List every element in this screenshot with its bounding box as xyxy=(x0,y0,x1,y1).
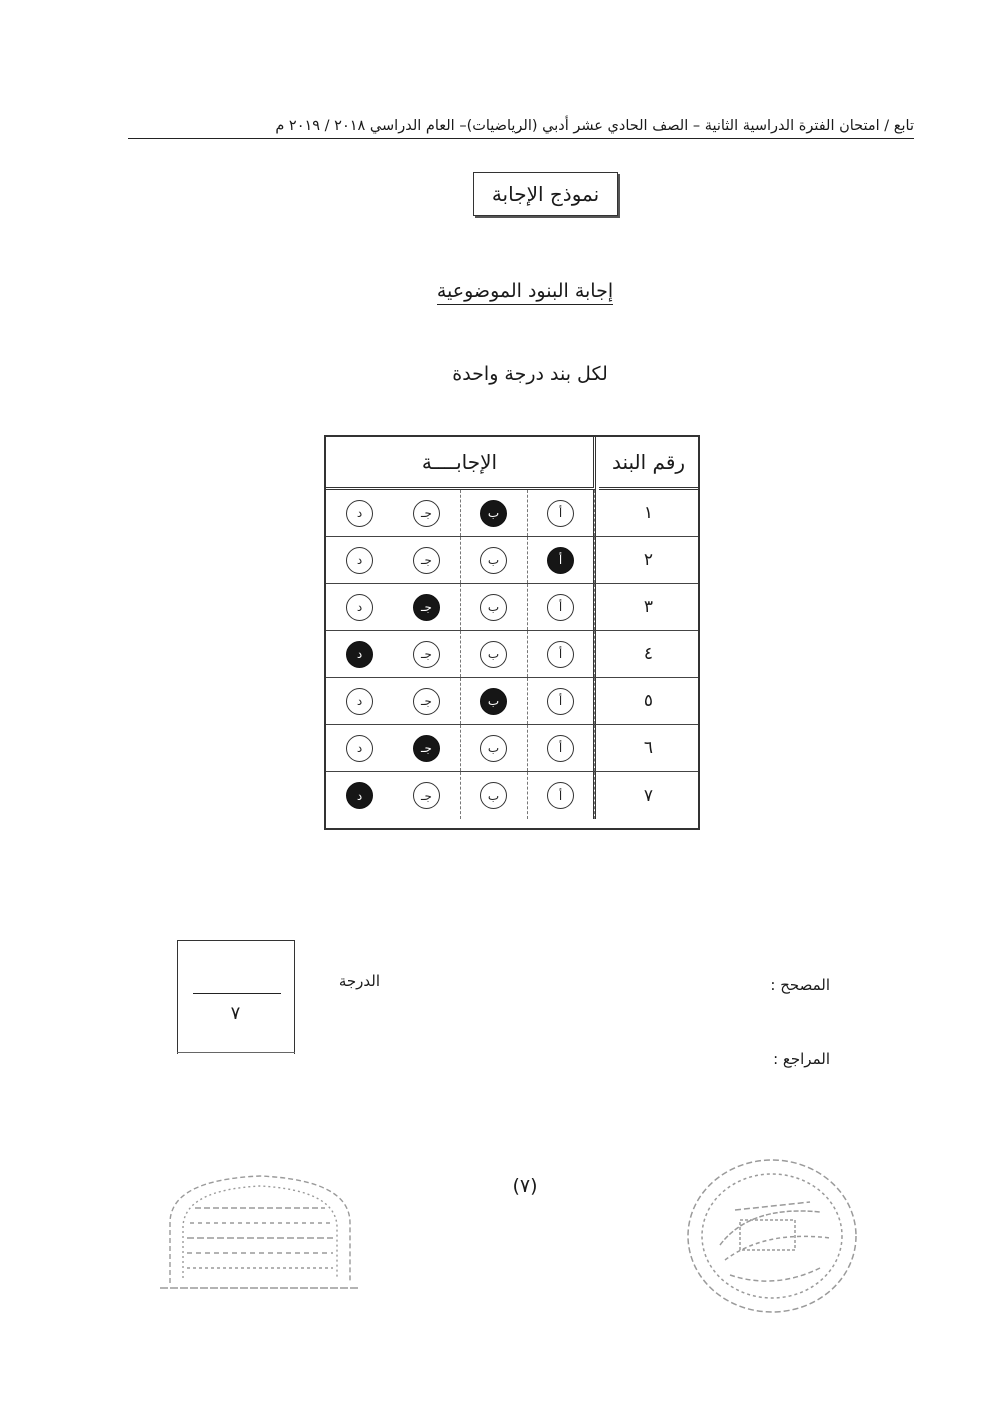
item-number: ٧ xyxy=(643,785,654,806)
choice-cell xyxy=(527,631,595,677)
choice-cell xyxy=(393,490,461,536)
choice-cell xyxy=(326,631,393,677)
choice-cell xyxy=(393,537,461,583)
choice-bubble: أ xyxy=(547,594,574,621)
item-number: ٦ xyxy=(643,738,654,758)
answer-row xyxy=(326,678,698,725)
grade-label: الدرجة xyxy=(338,972,380,990)
grade-total: ٧ xyxy=(230,1003,241,1024)
answer-row xyxy=(326,490,698,537)
choice-bubble: جـ xyxy=(413,782,440,809)
choice-cell xyxy=(326,678,393,724)
answer-row xyxy=(326,631,698,678)
grade-box-bottom xyxy=(177,1052,295,1053)
choice-bubble: ب xyxy=(480,735,507,762)
choice-group xyxy=(326,584,596,630)
choice-cell xyxy=(393,631,461,677)
choice-cell xyxy=(527,678,595,724)
right-stamp xyxy=(680,1150,865,1320)
answer-table xyxy=(324,435,700,830)
choice-bubble: د xyxy=(346,500,373,527)
item-number: ٣ xyxy=(643,597,654,617)
choice-cell xyxy=(326,584,393,630)
choice-bubble: ب xyxy=(480,547,507,574)
item-number: ٤ xyxy=(643,644,654,664)
answer-row xyxy=(326,725,698,772)
choice-bubble: جـ xyxy=(413,641,440,668)
choice-bubble-selected: د xyxy=(346,782,373,809)
item-number: ٢ xyxy=(643,550,654,570)
choice-group xyxy=(326,772,596,819)
header-answer: الإجابــــة xyxy=(326,437,596,490)
choice-group xyxy=(326,678,596,724)
answer-model-title: نموذج الإجابة xyxy=(473,172,618,216)
choice-group xyxy=(326,537,596,583)
choice-cell xyxy=(460,725,528,771)
choice-cell xyxy=(393,584,461,630)
choice-cell xyxy=(326,725,393,771)
choice-cell xyxy=(460,490,528,536)
choice-group xyxy=(326,631,596,677)
choice-bubble: جـ xyxy=(413,500,440,527)
grade-box xyxy=(177,940,295,1054)
corrector-label: المصحح : xyxy=(770,976,830,994)
choice-bubble-selected: أ xyxy=(547,547,574,574)
exam-header: تابع / امتحان الفترة الدراسية الثانية – الصف الحادي عشر أدبي (الرياضيات)– العام الدراسي ٢٠١٨ / ٢٠١٩ م xyxy=(128,118,914,139)
choice-bubble: د xyxy=(346,594,373,621)
choice-cell xyxy=(326,537,393,583)
choice-bubble: جـ xyxy=(413,688,440,715)
choice-bubble: أ xyxy=(547,641,574,668)
choice-cell xyxy=(527,537,595,583)
choice-cell xyxy=(393,678,461,724)
choice-bubble: ب xyxy=(480,594,507,621)
choice-cell xyxy=(460,678,528,724)
choice-bubble: د xyxy=(346,547,373,574)
choice-bubble: جـ xyxy=(413,547,440,574)
choice-cell xyxy=(460,631,528,677)
choice-bubble-selected: ب xyxy=(480,688,507,715)
choice-bubble: ب xyxy=(480,782,507,809)
section-title-text: إجابة البنود الموضوعية xyxy=(437,280,613,305)
choice-cell xyxy=(527,490,595,536)
header-item-number: رقم البند xyxy=(599,437,698,490)
score-note: لكل بند درجة واحدة xyxy=(452,363,608,385)
choice-cell xyxy=(460,584,528,630)
item-number: ١ xyxy=(643,503,654,523)
choice-bubble: أ xyxy=(547,500,574,527)
choice-bubble-selected: جـ xyxy=(413,594,440,621)
choice-bubble: ب xyxy=(480,641,507,668)
choice-cell xyxy=(326,772,393,819)
page-number: (٧) xyxy=(512,1175,538,1197)
choice-cell xyxy=(393,725,461,771)
choice-bubble: أ xyxy=(547,782,574,809)
grade-fraction-line xyxy=(193,993,281,994)
choice-cell xyxy=(527,772,595,819)
choice-bubble: أ xyxy=(547,688,574,715)
answer-row xyxy=(326,537,698,584)
choice-group xyxy=(326,725,596,771)
choice-group xyxy=(326,490,596,536)
answer-row xyxy=(326,584,698,631)
reviewer-label: المراجع : xyxy=(773,1050,830,1068)
choice-bubble: أ xyxy=(547,735,574,762)
choice-cell xyxy=(527,584,595,630)
choice-bubble: د xyxy=(346,735,373,762)
choice-cell xyxy=(326,490,393,536)
left-stamp xyxy=(155,1168,365,1298)
choice-bubble-selected: ب xyxy=(480,500,507,527)
choice-cell xyxy=(393,772,461,819)
choice-cell xyxy=(527,725,595,771)
choice-cell xyxy=(460,772,528,819)
choice-bubble-selected: جـ xyxy=(413,735,440,762)
choice-cell xyxy=(460,537,528,583)
item-number: ٥ xyxy=(643,691,654,711)
choice-bubble: د xyxy=(346,688,373,715)
section-title xyxy=(400,280,650,302)
choice-bubble-selected: د xyxy=(346,641,373,668)
answer-row xyxy=(326,772,698,819)
